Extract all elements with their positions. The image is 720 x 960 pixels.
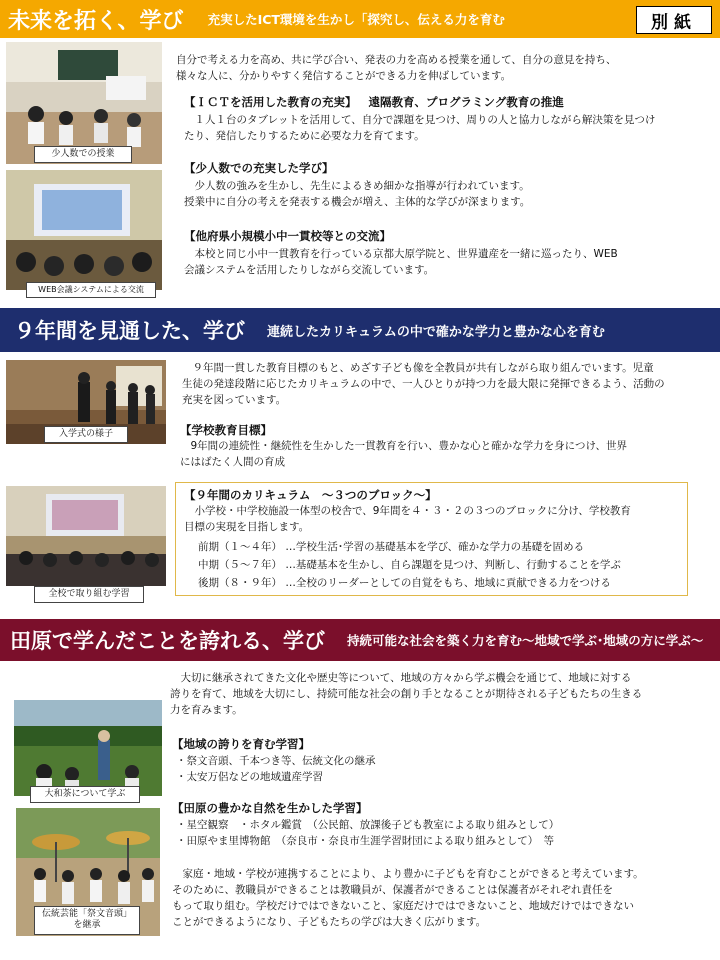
curriculum-term: 中期（５～７年） — [198, 559, 282, 571]
section3-subtitle: 持続可能な社会を築く力を育む～地域で学ぶ･地域の方に学ぶ～ — [347, 633, 704, 648]
section1-heading-ict — [184, 94, 564, 110]
section3-pride-text: ・祭文音頭、千本つき等、伝統文化の継承 ・太安万侶などの地域遺産学習 — [176, 755, 376, 783]
photo-whole-school — [6, 486, 166, 586]
heading-ict-label: 【ＩＣＴを活用した教育の充実】 — [184, 95, 357, 109]
photo-web-meeting — [6, 170, 162, 290]
section3-title: 田原で学んだことを誇れる、学び — [10, 629, 325, 653]
section2-goal-text: 9年間の連続性・継続性を生かした一貫教育を行い、豊かな心と確かな学力を身につけ、世界 にはばたく人間の育成 — [180, 440, 628, 468]
section2-heading-goal: 【学校教育目標】 — [180, 423, 272, 437]
section3-heading-pride: 【地域の誇りを育む学習】 — [172, 737, 310, 751]
section2-title: ９年間を見通した、学び — [14, 319, 245, 343]
curriculum-term: 前期（１～４年） — [198, 541, 282, 553]
section2-header — [0, 308, 720, 352]
caption-whole-school: 全校で取り組む学習 — [34, 586, 144, 603]
curriculum-text: 小学校・中学校施設一体型の校舎で、9年間を４・３・２の３つのブロックに分け、学校教育 目標の実現を目指します。 — [184, 505, 631, 533]
section2-intro: ９年間一貫した教育目標のもと、めざす子ども像を全教員が共有しながら取り組んでいます。児童 生徒の発達段階に応じたカリキュラムの中で、一人ひとりが持つ力を最大限に発揮できるよう、活動の 充実を図っています。 — [182, 362, 665, 406]
section1-header — [0, 0, 720, 38]
heading-ict-note: 遠隔教育、プログラミング教育の推進 — [368, 95, 564, 109]
curriculum-row-late — [198, 575, 611, 590]
section3-nature-text: ・星空観察 ・ホタル鑑賞 （公民館、放課後子ども教室による取り組みとして） ・田原やま里博物館 （奈良市・奈良市生涯学習財団による取り組みとして） 等 — [176, 819, 560, 847]
caption-yamato-tea: 大和茶について学ぶ — [30, 786, 140, 803]
section1-small-group-text: 少人数の強みを生かし、先生によるきめ細かな指導が行われています。 授業中に自分の考えを発表する機会が増え、主体的な学びが深まります。 — [184, 180, 531, 208]
curriculum-term: 後期（８・９年） — [198, 577, 282, 589]
section1-subtitle: 充実したICT環境を生かし「探究し、伝える力を育む — [207, 12, 505, 27]
section3-intro: 大切に継承されてきた文化や歴史等について、地域の方々から学ぶ機会を通じて、地域に対する 誇りを育て、地域を大切にし、持続可能な社会の創り手となることが期待される子どもたちの生きる 力を育みます。 — [170, 672, 643, 716]
caption-entrance-ceremony: 入学式の様子 — [44, 426, 128, 443]
section1-exchange-text: 本校と同じ小中一貫教育を行っている京都大原学院と、世界遺産を一緒に巡ったり、WEB 会議システムを活用したりしながら交流しています。 — [184, 248, 618, 276]
section3-cooperation-text: 家庭・地域・学校が連携することにより、より豊かに子どもを育むことができると考えています。 そのために、教職員ができることは教職員が、保護者ができることは保護者がそれぞれ責任を もって取り組む。学校だけではできないこと、家庭だけではできないこと、地域だけではできない ことができるようになり、子どもたちの学びは大きく広がります。 — [172, 868, 644, 928]
attachment-badge: 別紙 — [636, 6, 712, 34]
curriculum-row-early — [198, 539, 584, 554]
caption-saimon-ondo: 伝統芸能「祭文音頭」 を継承 — [34, 906, 140, 935]
section3-header — [0, 619, 720, 661]
curriculum-desc: …全校のリーダーとしての自覚をもち、地域に貢献できる力をつける — [285, 577, 611, 589]
section1-intro: 自分で考える力を高め、共に学び合い、発表の力を高める授業を通して、自分の意見を持ち、 様々な人に、分かりやすく発信することができる力を伸ばしています。 — [176, 54, 617, 82]
curriculum-heading: 【９年間のカリキュラム ～３つのブロック～】 — [184, 488, 437, 502]
section1-title: 未来を拓く、学び — [8, 8, 184, 34]
curriculum-box — [175, 482, 688, 596]
section3-heading-nature: 【田原の豊かな自然を生かした学習】 — [172, 801, 368, 815]
section1-ict-text: １人１台のタブレットを活用して、自分で課題を見つけ、周りの人と協力しながら解決策を見つけ たり、発信したりするために必要な力を育てます。 — [184, 114, 656, 142]
section1-heading-exchange: 【他府県小規模小中一貫校等との交流】 — [184, 229, 391, 243]
caption-small-class: 少人数での授業 — [34, 146, 132, 163]
caption-web-meeting: WEB会議システムによる交流 — [26, 282, 156, 298]
curriculum-desc: …基礎基本を生かし、自ら課題を見つけ、判断し、行動することを学ぶ — [285, 559, 621, 571]
section2-subtitle: 連続したカリキュラムの中で確かな学力と豊かな心を育む — [267, 324, 605, 340]
photo-yamato-tea — [14, 700, 162, 796]
section1-heading-small-group: 【少人数での充実した学び】 — [184, 161, 334, 175]
curriculum-row-middle — [198, 557, 621, 572]
curriculum-desc: …学校生活･学習の基礎基本を学び、確かな学力の基礎を固める — [285, 541, 585, 553]
